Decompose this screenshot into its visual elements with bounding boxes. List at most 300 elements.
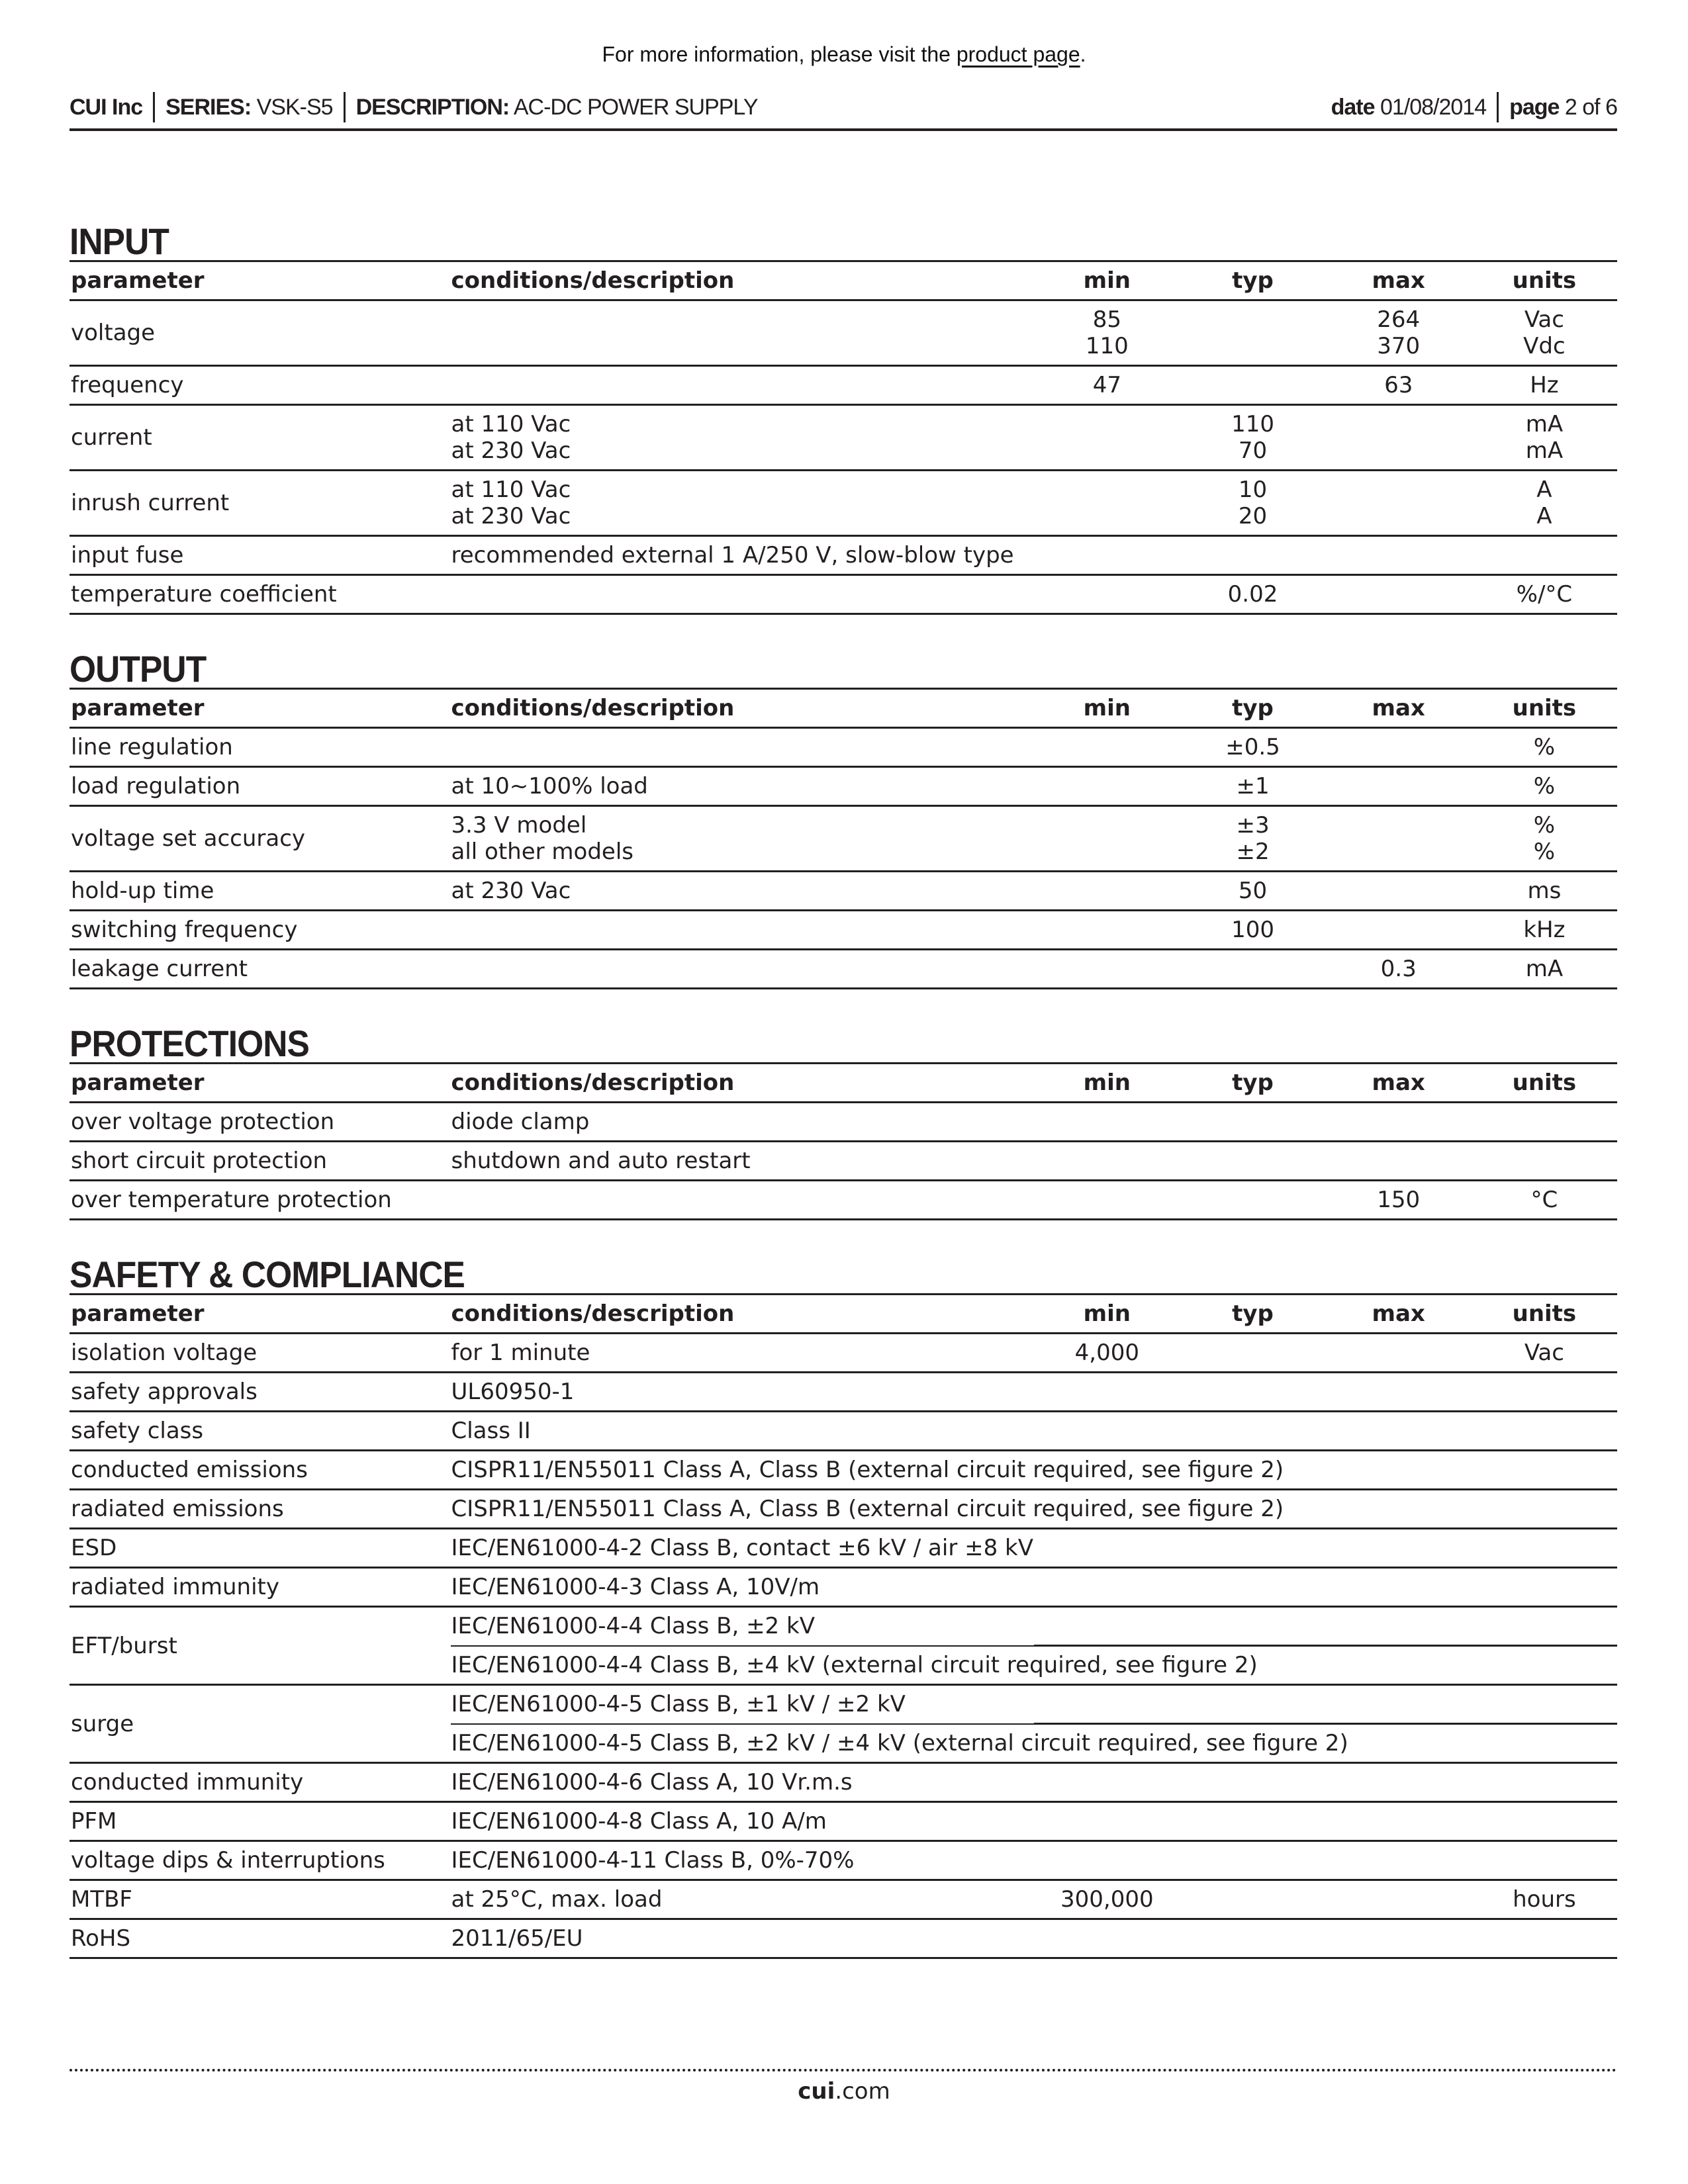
- column-header: max: [1326, 1295, 1472, 1334]
- typ-cell: [1180, 806, 1325, 872]
- typ-value: ±3: [1236, 812, 1270, 839]
- units-cell: [1472, 405, 1617, 471]
- section-title: INPUT: [70, 220, 169, 262]
- max-cell: [1326, 471, 1472, 536]
- max-cell: [1326, 366, 1472, 405]
- cond-value: Class II: [451, 1418, 531, 1444]
- max-value: 0.3: [1380, 956, 1417, 982]
- units-cell: [1472, 1802, 1617, 1841]
- max-cell: [1326, 1568, 1472, 1607]
- min-cell: [1034, 872, 1180, 911]
- parameter-cell: temperature coefficient: [70, 575, 451, 614]
- typ-cell: [1180, 471, 1325, 536]
- typ-value: 50: [1238, 878, 1268, 904]
- typ-cell: [1180, 1841, 1325, 1880]
- max-cell: [1326, 1802, 1472, 1841]
- max-cell: [1326, 1529, 1472, 1568]
- parameter-cell: surge: [70, 1685, 451, 1763]
- typ-value: 100: [1231, 917, 1274, 943]
- min-cell: [1034, 950, 1180, 989]
- max-cell: [1326, 806, 1472, 872]
- table-row: [70, 1451, 1617, 1490]
- value-cell: [1034, 1685, 1180, 1724]
- cond-value: IEC/EN61000-4-11 Class B, 0%-70%: [451, 1847, 855, 1874]
- spec-section: [70, 1012, 1617, 1220]
- parameter-cell: PFM: [70, 1802, 451, 1841]
- max-cell: [1326, 536, 1472, 575]
- units-cell: [1472, 366, 1617, 405]
- max-cell: [1326, 1334, 1472, 1373]
- max-cell: [1326, 1451, 1472, 1490]
- value-cell: [1326, 1646, 1472, 1685]
- cond-value: 3.3 V model: [451, 812, 587, 839]
- table-row: [70, 575, 1617, 614]
- max-cell: [1326, 728, 1472, 767]
- parameter-cell: inrush current: [70, 471, 451, 536]
- typ-cell: [1180, 536, 1325, 575]
- cond-cell: [451, 1763, 1034, 1802]
- table-row: [70, 1412, 1617, 1451]
- max-cell: [1326, 300, 1472, 366]
- spec-content: [70, 210, 1617, 1959]
- min-cell: [1034, 728, 1180, 767]
- column-header: conditions/description: [451, 261, 1034, 300]
- value-cell: [1472, 1646, 1617, 1685]
- column-header: min: [1034, 261, 1180, 300]
- cond-value: at 25°C, max. load: [451, 1886, 663, 1913]
- units-cell: [1472, 1763, 1617, 1802]
- cond-value: diode clamp: [451, 1109, 590, 1135]
- min-cell: [1034, 1142, 1180, 1181]
- units-cell: [1472, 1451, 1617, 1490]
- units-cell: [1472, 1568, 1617, 1607]
- max-cell: [1326, 1919, 1472, 1958]
- typ-cell: [1180, 1181, 1325, 1220]
- typ-cell: [1180, 405, 1325, 471]
- typ-cell: [1180, 950, 1325, 989]
- units-cell: [1472, 1919, 1617, 1958]
- typ-value: ±0.5: [1225, 734, 1280, 760]
- value-cell: [1472, 1607, 1617, 1646]
- spec-table: [70, 1293, 1617, 1959]
- typ-cell: [1180, 1373, 1325, 1412]
- min-cell: [1034, 575, 1180, 614]
- units-value: Vac: [1524, 1340, 1564, 1366]
- cond-cell: [451, 471, 1034, 536]
- cond-cell: [451, 767, 1034, 806]
- parameter-cell: isolation voltage: [70, 1334, 451, 1373]
- document-header: [70, 86, 1617, 131]
- max-cell: [1326, 1142, 1472, 1181]
- typ-value: 20: [1238, 503, 1268, 529]
- cond-value: for 1 minute: [451, 1340, 590, 1366]
- table-row: [70, 872, 1617, 911]
- table-row: [70, 1568, 1617, 1607]
- cond-value: IEC/EN61000-4-3 Class A, 10V/m: [451, 1574, 820, 1600]
- typ-value: 0.02: [1227, 581, 1278, 608]
- min-cell: [1034, 1919, 1180, 1958]
- units-cell: [1472, 950, 1617, 989]
- table-row: [70, 1763, 1617, 1802]
- units-value: mA: [1525, 437, 1564, 464]
- column-header: conditions/description: [451, 1064, 1034, 1103]
- divider: [344, 92, 346, 122]
- parameter-cell: over temperature protection: [70, 1181, 451, 1220]
- typ-cell: [1180, 1919, 1325, 1958]
- min-cell: [1034, 1373, 1180, 1412]
- max-cell: [1326, 950, 1472, 989]
- min-value: 4,000: [1074, 1340, 1139, 1366]
- typ-cell: [1180, 1568, 1325, 1607]
- parameter-cell: switching frequency: [70, 911, 451, 950]
- value-cell: [1180, 1685, 1325, 1724]
- cond-cell: [451, 1412, 1034, 1451]
- table-header-row: [70, 689, 1617, 728]
- table-row: [70, 1103, 1617, 1142]
- units-cell: [1472, 911, 1617, 950]
- typ-cell: [1180, 1412, 1325, 1451]
- parameter-cell: hold-up time: [70, 872, 451, 911]
- typ-value: 10: [1238, 477, 1268, 503]
- max-cell: [1326, 575, 1472, 614]
- cond-value: at 230 Vac: [451, 437, 571, 464]
- cond-value: at 10~100% load: [451, 773, 648, 799]
- units-value: kHz: [1523, 917, 1566, 943]
- cond-value: at 110 Vac: [451, 477, 571, 503]
- cond-value: at 110 Vac: [451, 411, 571, 437]
- cond-cell: [451, 806, 1034, 872]
- min-cell: [1034, 1763, 1180, 1802]
- column-header: conditions/description: [451, 689, 1034, 728]
- min-value: 85: [1092, 306, 1121, 333]
- table-row: [70, 767, 1617, 806]
- max-cell: [1326, 1880, 1472, 1919]
- table-row: [70, 1880, 1617, 1919]
- conditions-cell: IEC/EN61000-4-5 Class B, ±2 kV / ±4 kV (external circuit required, see figure 2): [451, 1724, 1034, 1763]
- note-end: .: [1080, 42, 1086, 66]
- max-value: 150: [1377, 1187, 1421, 1213]
- parameter-cell: safety class: [70, 1412, 451, 1451]
- cond-cell: [451, 1880, 1034, 1919]
- min-cell: [1034, 1802, 1180, 1841]
- typ-cell: [1180, 767, 1325, 806]
- product-page-note: [0, 42, 1688, 67]
- column-header: parameter: [70, 689, 451, 728]
- units-cell: [1472, 728, 1617, 767]
- min-cell: [1034, 405, 1180, 471]
- divider: [153, 92, 155, 122]
- units-cell: [1472, 471, 1617, 536]
- min-cell: [1034, 1841, 1180, 1880]
- parameter-cell: short circuit protection: [70, 1142, 451, 1181]
- cond-value: CISPR11/EN55011 Class A, Class B (external circuit required, see figure 2): [451, 1457, 1284, 1483]
- units-cell: [1472, 1181, 1617, 1220]
- section-title: OUTPUT: [70, 648, 207, 690]
- min-cell: [1034, 536, 1180, 575]
- units-value: °C: [1530, 1187, 1558, 1213]
- table-row: [70, 1685, 1617, 1724]
- min-cell: [1034, 1412, 1180, 1451]
- units-value: mA: [1525, 411, 1564, 437]
- spec-table: [70, 260, 1617, 615]
- units-cell: [1472, 536, 1617, 575]
- typ-cell: [1180, 1103, 1325, 1142]
- cond-cell: [451, 950, 1034, 989]
- units-cell: [1472, 575, 1617, 614]
- cond-cell: [451, 1529, 1034, 1568]
- value-cell: [1326, 1685, 1472, 1724]
- units-cell: [1472, 872, 1617, 911]
- table-row: [70, 911, 1617, 950]
- column-header: parameter: [70, 261, 451, 300]
- min-cell: [1034, 1181, 1180, 1220]
- cond-value: all other models: [451, 839, 633, 865]
- cond-cell: [451, 728, 1034, 767]
- min-value: 110: [1085, 333, 1129, 359]
- value-cell: [1472, 1724, 1617, 1763]
- cond-value: 2011/65/EU: [451, 1925, 583, 1952]
- parameter-cell: MTBF: [70, 1880, 451, 1919]
- max-cell: [1326, 911, 1472, 950]
- parameter-cell: current: [70, 405, 451, 471]
- column-header: units: [1472, 1295, 1617, 1334]
- description: DESCRIPTION: AC-DC POWER SUPPLY: [355, 94, 758, 120]
- column-header: max: [1326, 1064, 1472, 1103]
- units-value: %/°C: [1516, 581, 1573, 608]
- column-header: units: [1472, 1064, 1617, 1103]
- cond-cell: [451, 1919, 1034, 1958]
- parameter-cell: safety approvals: [70, 1373, 451, 1412]
- cond-cell: [451, 405, 1034, 471]
- typ-cell: [1180, 575, 1325, 614]
- units-value: %: [1533, 734, 1556, 760]
- max-cell: [1326, 1373, 1472, 1412]
- cond-cell: [451, 575, 1034, 614]
- parameter-cell: voltage set accuracy: [70, 806, 451, 872]
- parameter-cell: voltage dips & interruptions: [70, 1841, 451, 1880]
- units-cell: [1472, 1880, 1617, 1919]
- cond-cell: [451, 1451, 1284, 1490]
- max-cell: [1326, 767, 1472, 806]
- cond-value: shutdown and auto restart: [451, 1148, 751, 1174]
- value-cell: [1180, 1607, 1325, 1646]
- units-value: ms: [1527, 878, 1562, 904]
- cond-cell: [451, 1841, 1034, 1880]
- table-row: [70, 728, 1617, 767]
- column-header: typ: [1180, 1064, 1325, 1103]
- max-cell: [1326, 405, 1472, 471]
- units-cell: [1472, 806, 1617, 872]
- units-cell: [1472, 1142, 1617, 1181]
- units-value: %: [1533, 773, 1556, 799]
- table-row: [70, 1529, 1617, 1568]
- column-header: units: [1472, 689, 1617, 728]
- table-row: [70, 1490, 1617, 1529]
- cond-cell: [451, 1490, 1284, 1529]
- cond-cell: [451, 536, 1034, 575]
- typ-cell: [1180, 300, 1325, 366]
- column-header: min: [1034, 1064, 1180, 1103]
- min-cell: [1034, 1568, 1180, 1607]
- units-cell: [1472, 300, 1617, 366]
- value-cell: [1472, 1685, 1617, 1724]
- table-header-row: [70, 1064, 1617, 1103]
- cond-cell: [451, 366, 1034, 405]
- min-cell: [1034, 911, 1180, 950]
- cond-cell: [451, 300, 1034, 366]
- parameter-cell: radiated immunity: [70, 1568, 451, 1607]
- value-cell: [1034, 1607, 1180, 1646]
- cond-value: recommended external 1 A/250 V, slow-blow type: [451, 542, 1014, 569]
- units-cell: [1472, 1412, 1617, 1451]
- parameter-cell: conducted immunity: [70, 1763, 451, 1802]
- cond-cell: [451, 1103, 1034, 1142]
- column-header: typ: [1180, 1295, 1325, 1334]
- min-cell: [1034, 806, 1180, 872]
- cond-cell: [451, 872, 1034, 911]
- typ-cell: [1180, 872, 1325, 911]
- column-header: typ: [1180, 261, 1325, 300]
- cond-value: CISPR11/EN55011 Class A, Class B (external circuit required, see figure 2): [451, 1496, 1284, 1522]
- cond-value: IEC/EN61000-4-6 Class A, 10 Vr.m.s: [451, 1769, 853, 1796]
- max-cell: [1326, 1490, 1472, 1529]
- product-page-link[interactable]: product page: [956, 42, 1080, 66]
- spec-section: [70, 1243, 1617, 1959]
- max-cell: [1326, 1841, 1472, 1880]
- column-header: parameter: [70, 1064, 451, 1103]
- min-cell: [1034, 1103, 1180, 1142]
- units-value: %: [1533, 812, 1556, 839]
- typ-cell: [1180, 366, 1325, 405]
- parameter-cell: ESD: [70, 1529, 451, 1568]
- column-header: parameter: [70, 1295, 451, 1334]
- table-row: [70, 1334, 1617, 1373]
- min-cell: [1034, 1334, 1180, 1373]
- table-row: [70, 1919, 1617, 1958]
- parameter-cell: conducted emissions: [70, 1451, 451, 1490]
- table-row: [70, 806, 1617, 872]
- table-row: [70, 950, 1617, 989]
- typ-value: ±1: [1236, 773, 1270, 799]
- conditions-cell: IEC/EN61000-4-4 Class B, ±4 kV (external circuit required, see figure 2): [451, 1646, 1034, 1685]
- table-row: [70, 471, 1617, 536]
- column-header: min: [1034, 1295, 1180, 1334]
- units-value: %: [1533, 839, 1556, 865]
- parameter-cell: radiated emissions: [70, 1490, 451, 1529]
- typ-cell: [1180, 1880, 1325, 1919]
- parameter-cell: RoHS: [70, 1919, 451, 1958]
- max-cell: [1326, 1103, 1472, 1142]
- table-row: [70, 366, 1617, 405]
- typ-cell: [1180, 1142, 1325, 1181]
- cond-cell: [451, 1334, 1034, 1373]
- column-header: conditions/description: [451, 1295, 1034, 1334]
- cond-value: at 230 Vac: [451, 503, 571, 529]
- units-value: Hz: [1530, 372, 1559, 398]
- date: date 01/08/2014: [1331, 94, 1487, 120]
- units-value: A: [1536, 503, 1552, 529]
- parameter-cell: load regulation: [70, 767, 451, 806]
- spec-section: [70, 210, 1617, 615]
- max-cell: [1326, 872, 1472, 911]
- units-cell: [1472, 1841, 1617, 1880]
- min-cell: [1034, 767, 1180, 806]
- typ-value: 110: [1231, 411, 1274, 437]
- min-cell: [1034, 1880, 1180, 1919]
- table-row: [70, 1841, 1617, 1880]
- cond-value: IEC/EN61000-4-2 Class B, contact ±6 kV / air ±8 kV: [451, 1535, 1034, 1561]
- table-row: [70, 536, 1617, 575]
- section-title: PROTECTIONS: [70, 1023, 309, 1064]
- cond-cell: [451, 911, 1034, 950]
- note-text: For more information, please visit the: [602, 42, 957, 66]
- column-header: min: [1034, 689, 1180, 728]
- column-header: units: [1472, 261, 1617, 300]
- units-value: hours: [1513, 1886, 1576, 1913]
- min-cell: [1034, 1529, 1180, 1568]
- page-number: page 2 of 6: [1509, 94, 1617, 120]
- parameter-cell: frequency: [70, 366, 451, 405]
- min-cell: [1034, 471, 1180, 536]
- units-value: Vdc: [1523, 333, 1566, 359]
- parameter-cell: voltage: [70, 300, 451, 366]
- table-row: [70, 300, 1617, 366]
- typ-cell: [1180, 1529, 1325, 1568]
- max-cell: [1326, 1181, 1472, 1220]
- max-value: 370: [1377, 333, 1421, 359]
- cond-cell: [451, 1802, 1034, 1841]
- parameter-cell: over voltage protection: [70, 1103, 451, 1142]
- max-cell: [1326, 1412, 1472, 1451]
- typ-cell: [1180, 1802, 1325, 1841]
- typ-cell: [1180, 1763, 1325, 1802]
- table-row: [70, 1142, 1617, 1181]
- min-cell: [1034, 366, 1180, 405]
- typ-value: ±2: [1236, 839, 1270, 865]
- max-cell: [1326, 1763, 1472, 1802]
- cond-value: UL60950-1: [451, 1379, 575, 1405]
- cond-value: IEC/EN61000-4-8 Class A, 10 A/m: [451, 1808, 827, 1835]
- table-row: [70, 1181, 1617, 1220]
- conditions-cell: IEC/EN61000-4-4 Class B, ±2 kV: [451, 1607, 1034, 1646]
- parameter-cell: EFT/burst: [70, 1607, 451, 1685]
- cond-value: at 230 Vac: [451, 878, 571, 904]
- units-cell: [1472, 1103, 1617, 1142]
- footer-divider: [70, 2069, 1617, 2071]
- units-cell: [1472, 1334, 1617, 1373]
- footer-site: cui.com: [798, 2078, 890, 2105]
- series: SERIES: VSK-S5: [165, 94, 333, 120]
- max-value: 264: [1377, 306, 1421, 333]
- typ-cell: [1180, 911, 1325, 950]
- table-row: [70, 1373, 1617, 1412]
- min-value: 47: [1092, 372, 1121, 398]
- typ-cell: [1180, 728, 1325, 767]
- conditions-cell: IEC/EN61000-4-5 Class B, ±1 kV / ±2 kV: [451, 1685, 1034, 1724]
- column-header: typ: [1180, 689, 1325, 728]
- column-header: max: [1326, 261, 1472, 300]
- spec-table: [70, 688, 1617, 989]
- cond-cell: [451, 1373, 1034, 1412]
- units-value: A: [1536, 477, 1552, 503]
- company-name: CUI Inc: [70, 94, 143, 120]
- units-cell: [1472, 1373, 1617, 1412]
- units-cell: [1472, 767, 1617, 806]
- spec-section: [70, 637, 1617, 989]
- units-value: Vac: [1524, 306, 1564, 333]
- section-title: SAFETY & COMPLIANCE: [70, 1253, 465, 1295]
- table-row: [70, 1607, 1617, 1646]
